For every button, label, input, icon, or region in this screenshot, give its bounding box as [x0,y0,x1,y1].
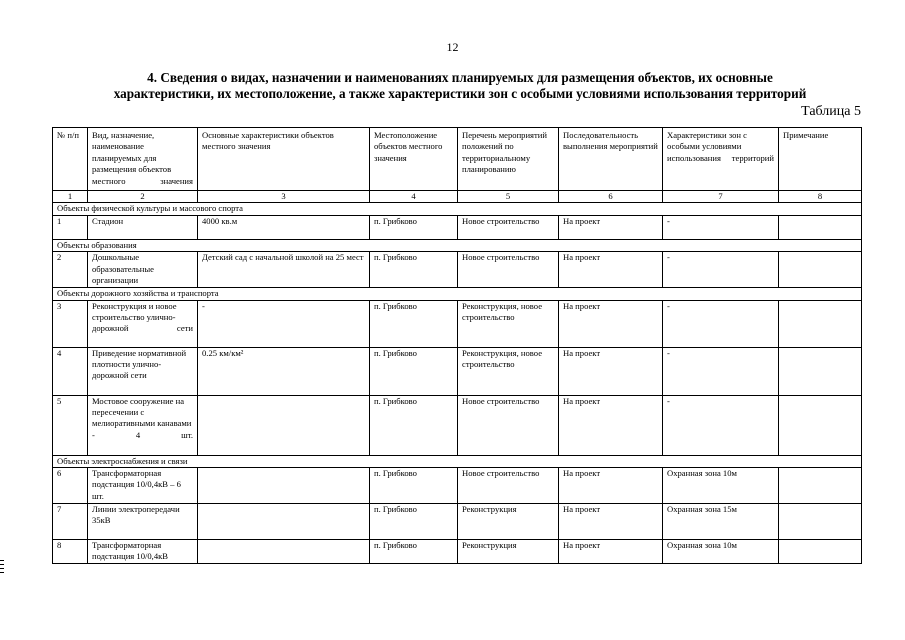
cell-zones: - [663,252,779,288]
column-number: 7 [663,191,779,203]
cell-measures: Реконструкция [458,540,559,564]
header-note: Примечание [779,128,862,191]
cell-zones: Охранная зона 10м [663,468,779,504]
cell-zones: - [663,300,779,347]
header-location: Местоположение объектов местного значения [370,128,458,191]
document-heading [60,70,860,102]
cell-sequence: На проект [559,504,663,540]
heading-line-1: 4. Сведения о видах, назначении и наименованиях планируемых для размещения объектов, их основные [147,70,773,85]
table-row [53,347,862,395]
cell-num: 3 [53,300,88,347]
column-number: 8 [779,191,862,203]
cell-note [779,504,862,540]
cell-note [779,540,862,564]
cell-zones: - [663,347,779,395]
column-number: 1 [53,191,88,203]
cell-location: п. Грибково [370,395,458,455]
page-number: 12 [446,40,459,54]
cell-name: Трансформаторная подстанция 10/0,4кВ – 6 шт. [88,468,198,504]
cell-measures: Реконструкция, новое строительство [458,347,559,395]
cell-name: Мостовое сооружение на пересечении с мелиоративными канавами - 4 шт. [88,395,198,455]
cell-characteristics [198,468,370,504]
cell-characteristics [198,540,370,564]
cell-measures: Новое строительство [458,252,559,288]
cell-location: п. Грибково [370,300,458,347]
cell-note [779,252,862,288]
cell-sequence: На проект [559,347,663,395]
column-number: 2 [88,191,198,203]
cell-characteristics: - [198,300,370,347]
cell-name: Стадион [88,215,198,239]
section-row [53,455,862,467]
header-zones: Характеристики зон с особыми условиями использования территорий [663,128,779,191]
header-num: № п/п [53,128,88,191]
cell-sequence: На проект [559,300,663,347]
table-row [53,252,862,288]
cell-sequence: На проект [559,395,663,455]
header-object-type: Вид, назначение, наименование планируемых для размещения объектов местного значения [88,128,198,191]
cell-measures: Реконструкция, новое строительство [458,300,559,347]
cell-measures: Новое строительство [458,215,559,239]
table-row [53,300,862,347]
cell-name: Трансформаторная подстанция 10/0,4кВ [88,540,198,564]
cell-measures: Новое строительство [458,468,559,504]
section-row [53,203,862,215]
cell-characteristics [198,395,370,455]
table-caption: Таблица 5 [801,104,861,119]
table-header-row [53,128,862,191]
cell-name: Дошкольные образовательные организации [88,252,198,288]
cell-note [779,347,862,395]
cell-sequence: На проект [559,215,663,239]
cell-name: Линии электропередачи 35кВ [88,504,198,540]
table-row [53,395,862,455]
cell-characteristics: Детский сад с начальной школой на 25 мест [198,252,370,288]
cell-num: 6 [53,468,88,504]
header-characteristics: Основные характеристики объектов местного значения [198,128,370,191]
cell-name: Реконструкция и новое строительство улично-дорожной сети [88,300,198,347]
cell-name: Приведение нормативной плотности улично-дорожной сети [88,347,198,395]
scan-edge-marks [0,560,4,578]
cell-location: п. Грибково [370,252,458,288]
cell-zones: - [663,395,779,455]
cell-note [779,468,862,504]
header-sequence: Последовательность выполнения мероприятий [559,128,663,191]
section-title: Объекты электроснабжения и связи [53,455,862,467]
cell-sequence: На проект [559,540,663,564]
cell-note [779,300,862,347]
table-row [53,215,862,239]
cell-location: п. Грибково [370,540,458,564]
planned-objects-table [52,127,862,564]
cell-sequence: На проект [559,252,663,288]
table-row [53,540,862,564]
column-number: 5 [458,191,559,203]
cell-note [779,395,862,455]
cell-zones: Охранная зона 10м [663,540,779,564]
section-title: Объекты физической культуры и массового спорта [53,203,862,215]
cell-location: п. Грибково [370,347,458,395]
section-title: Объекты образования [53,239,862,251]
column-number-row [53,191,862,203]
cell-zones: Охранная зона 15м [663,504,779,540]
cell-characteristics: 0.25 км/км² [198,347,370,395]
cell-num: 4 [53,347,88,395]
section-row [53,239,862,251]
cell-num: 8 [53,540,88,564]
section-title: Объекты дорожного хозяйства и транспорта [53,288,862,300]
cell-measures: Новое строительство [458,395,559,455]
cell-location: п. Грибково [370,504,458,540]
header-measures: Перечень мероприятий положений по территориальному планированию [458,128,559,191]
cell-num: 1 [53,215,88,239]
cell-zones: - [663,215,779,239]
cell-num: 5 [53,395,88,455]
cell-num: 7 [53,504,88,540]
table-row [53,468,862,504]
cell-location: п. Грибково [370,215,458,239]
cell-sequence: На проект [559,468,663,504]
column-number: 3 [198,191,370,203]
column-number: 4 [370,191,458,203]
cell-characteristics: 4000 кв.м [198,215,370,239]
cell-measures: Реконструкция [458,504,559,540]
cell-location: п. Грибково [370,468,458,504]
section-row [53,288,862,300]
cell-note [779,215,862,239]
column-number: 6 [559,191,663,203]
heading-line-2: характеристики, их местоположение, а также характеристики зон с особыми условиями использования территорий [113,86,807,101]
cell-num: 2 [53,252,88,288]
cell-characteristics [198,504,370,540]
table-row [53,504,862,540]
